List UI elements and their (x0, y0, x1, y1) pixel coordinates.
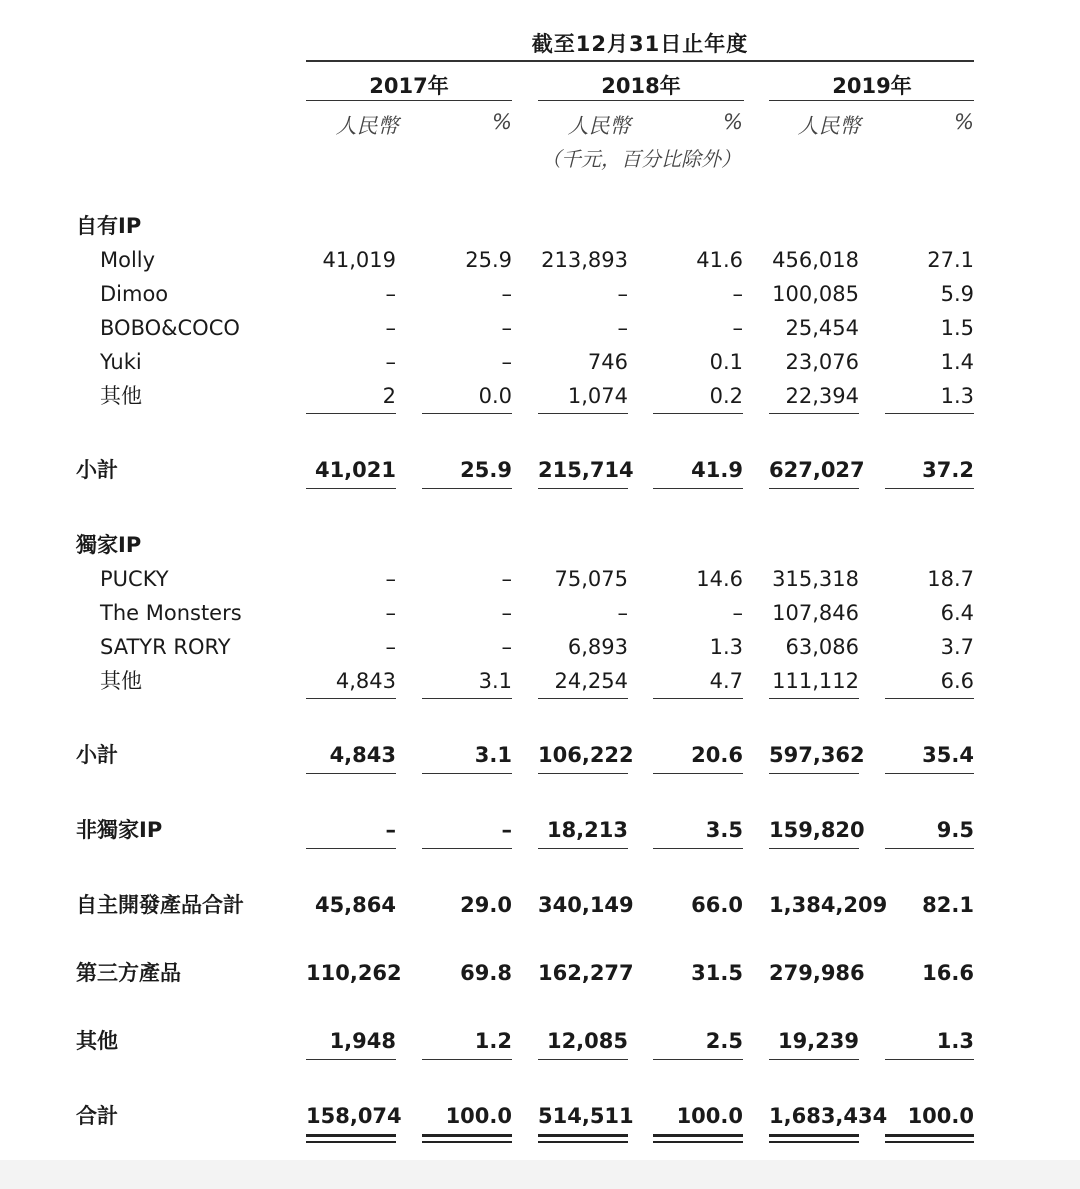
value-cell: 14.6 (696, 567, 743, 591)
year-rule (769, 100, 974, 101)
column-rule (769, 413, 859, 414)
value-cell: 2 (382, 384, 396, 408)
row-label: Molly (100, 248, 156, 272)
currency-label: 人民幣 (335, 114, 399, 138)
non-exclusive-ip-row (0, 815, 1080, 845)
table-row (0, 666, 1080, 696)
others-row (0, 1026, 1080, 1056)
value-cell: – (385, 567, 396, 591)
value-cell: 37.2 (922, 458, 974, 482)
column-rule (538, 488, 628, 489)
value-cell: 82.1 (922, 893, 974, 917)
value-cell: 100,085 (772, 282, 859, 306)
value-cell: 16.6 (922, 961, 974, 985)
value-cell: 514,511 (538, 1104, 634, 1128)
row-label: The Monsters (100, 601, 242, 625)
value-cell: 45,864 (314, 893, 396, 917)
value-cell: 24,254 (554, 669, 628, 693)
value-cell: 1,948 (329, 1029, 396, 1053)
column-rule (769, 848, 859, 849)
column-rule (422, 773, 512, 774)
column-rule (306, 773, 396, 774)
value-cell: 597,362 (769, 743, 865, 767)
column-rule (653, 698, 743, 699)
column-rule (885, 848, 974, 849)
percent-label: % (954, 110, 974, 134)
column-rule (885, 413, 974, 414)
value-cell: 107,846 (772, 601, 859, 625)
value-cell: 158,074 (306, 1104, 402, 1128)
column-rule (769, 698, 859, 699)
column-rule (653, 488, 743, 489)
value-cell: – (385, 350, 396, 374)
column-rule (306, 413, 396, 414)
subtotal-row (0, 455, 1080, 485)
value-cell: 20.6 (691, 743, 743, 767)
value-cell: – (501, 635, 512, 659)
table-row (0, 564, 1080, 594)
row-label: 其他 (100, 384, 142, 408)
value-cell: 162,277 (538, 961, 634, 985)
value-cell: – (617, 601, 628, 625)
value-cell: 0.1 (709, 350, 743, 374)
row-label: BOBO&COCO (100, 316, 240, 340)
column-rule (306, 1059, 396, 1060)
value-cell: 4.7 (709, 669, 743, 693)
column-rule (653, 773, 743, 774)
value-cell: – (732, 316, 743, 340)
row-label: PUCKY (100, 567, 169, 591)
value-cell: 41,021 (314, 458, 396, 482)
value-cell: 41,019 (322, 248, 396, 272)
value-cell: – (501, 282, 512, 306)
value-cell: 213,893 (541, 248, 628, 272)
double-rule (769, 1141, 859, 1143)
value-cell: 29.0 (460, 893, 512, 917)
value-cell: 159,820 (769, 818, 865, 842)
value-cell: 746 (587, 350, 628, 374)
column-rule (653, 1059, 743, 1060)
value-cell: 9.5 (936, 818, 974, 842)
row-label: Yuki (100, 350, 142, 374)
subtotal-row (0, 740, 1080, 770)
column-rule (422, 698, 512, 699)
value-cell: 100.0 (907, 1104, 974, 1128)
currency-label: 人民幣 (797, 114, 861, 138)
value-cell: 215,714 (538, 458, 634, 482)
year-2018-header: 2018年 (601, 74, 681, 98)
value-cell: 6,893 (567, 635, 628, 659)
section-header-own-ip (0, 211, 1080, 241)
value-cell: 4,843 (329, 743, 396, 767)
column-rule (769, 773, 859, 774)
row-label: 其他 (100, 669, 142, 693)
table-row (0, 632, 1080, 662)
value-cell: 41.6 (696, 248, 743, 272)
value-cell: – (617, 316, 628, 340)
value-cell: 1.3 (709, 635, 743, 659)
value-cell: 12,085 (546, 1029, 628, 1053)
row-label: SATYR RORY (100, 635, 231, 659)
value-cell: 18,213 (546, 818, 628, 842)
double-rule (653, 1141, 743, 1143)
double-rule (422, 1134, 512, 1137)
value-cell: 3.7 (940, 635, 974, 659)
column-rule (769, 488, 859, 489)
value-cell: – (501, 601, 512, 625)
table-row (0, 347, 1080, 377)
double-rule (885, 1141, 974, 1143)
table-row (0, 381, 1080, 411)
column-rule (538, 848, 628, 849)
value-cell: 41.9 (691, 458, 743, 482)
row-label: 非獨家IP (76, 818, 163, 842)
table-row (0, 598, 1080, 628)
double-rule (306, 1141, 396, 1143)
value-cell: 3.5 (705, 818, 743, 842)
row-label: 小計 (76, 743, 118, 767)
value-cell: 456,018 (772, 248, 859, 272)
third-party-row (0, 958, 1080, 988)
double-rule (538, 1134, 628, 1137)
value-cell: 27.1 (927, 248, 974, 272)
column-rule (885, 773, 974, 774)
value-cell: 1.2 (474, 1029, 512, 1053)
value-cell: 25.9 (465, 248, 512, 272)
value-cell: – (501, 350, 512, 374)
value-cell: 315,318 (772, 567, 859, 591)
value-cell: 6.6 (940, 669, 974, 693)
year-rule (538, 100, 744, 101)
value-cell: 1.4 (940, 350, 974, 374)
value-cell: 1,384,209 (769, 893, 888, 917)
value-cell: 31.5 (691, 961, 743, 985)
double-rule (306, 1134, 396, 1137)
column-rule (422, 488, 512, 489)
value-cell: 69.8 (460, 961, 512, 985)
value-cell: 18.7 (927, 567, 974, 591)
column-rule (769, 1059, 859, 1060)
value-cell: 1,683,434 (769, 1104, 888, 1128)
period-header: 截至12月31日止年度 (531, 32, 749, 56)
value-cell: 340,149 (538, 893, 634, 917)
value-cell: – (385, 316, 396, 340)
value-cell: 3.1 (478, 669, 512, 693)
value-cell: – (732, 601, 743, 625)
double-rule (653, 1134, 743, 1137)
column-rule (538, 698, 628, 699)
double-rule (538, 1141, 628, 1143)
value-cell: 111,112 (772, 669, 859, 693)
value-cell: – (501, 818, 512, 842)
value-cell: 75,075 (554, 567, 628, 591)
column-rule (422, 848, 512, 849)
value-cell: 0.2 (709, 384, 743, 408)
value-cell: – (732, 282, 743, 306)
section-title: 獨家IP (76, 533, 142, 557)
row-label: Dimoo (100, 282, 169, 306)
double-rule (422, 1141, 512, 1143)
value-cell: 110,262 (306, 961, 402, 985)
value-cell: 627,027 (769, 458, 865, 482)
percent-label: % (723, 110, 743, 134)
year-2019-header: 2019年 (832, 74, 912, 98)
section-title: 自有IP (76, 214, 142, 238)
column-rule (885, 698, 974, 699)
column-rule (538, 413, 628, 414)
year-rule (306, 100, 512, 101)
column-rule (422, 1059, 512, 1060)
value-cell: 22,394 (785, 384, 859, 408)
table-row (0, 313, 1080, 343)
value-cell: – (501, 567, 512, 591)
value-cell: 66.0 (691, 893, 743, 917)
value-cell: 23,076 (785, 350, 859, 374)
value-cell: 19,239 (777, 1029, 859, 1053)
value-cell: 2.5 (705, 1029, 743, 1053)
value-cell: 279,986 (769, 961, 865, 985)
currency-label: 人民幣 (567, 114, 631, 138)
percent-label: % (492, 110, 512, 134)
value-cell: 1,074 (567, 384, 628, 408)
section-header-exclusive-ip (0, 530, 1080, 560)
column-rule (653, 848, 743, 849)
double-rule (885, 1134, 974, 1137)
value-cell: 100.0 (676, 1104, 743, 1128)
value-cell: 1.3 (936, 1029, 974, 1053)
value-cell: 35.4 (922, 743, 974, 767)
double-rule (769, 1134, 859, 1137)
grand-total-row (0, 1101, 1080, 1131)
value-cell: – (385, 282, 396, 306)
table-row (0, 279, 1080, 309)
row-label: 第三方產品 (76, 961, 181, 985)
row-label: 小計 (76, 458, 118, 482)
value-cell: 1.3 (940, 384, 974, 408)
value-cell: 106,222 (538, 743, 634, 767)
row-label: 自主開發產品合計 (76, 893, 244, 917)
table-row (0, 245, 1080, 275)
header-rule (306, 60, 974, 62)
value-cell: – (385, 818, 396, 842)
self-developed-total-row (0, 890, 1080, 920)
column-rule (538, 1059, 628, 1060)
value-cell: – (617, 282, 628, 306)
value-cell: 63,086 (785, 635, 859, 659)
value-cell: 1.5 (940, 316, 974, 340)
value-cell: 25,454 (785, 316, 859, 340)
column-rule (885, 488, 974, 489)
bottom-margin (0, 1160, 1080, 1189)
value-cell: 3.1 (474, 743, 512, 767)
value-cell: 100.0 (445, 1104, 512, 1128)
column-rule (306, 488, 396, 489)
column-rule (306, 698, 396, 699)
column-rule (306, 848, 396, 849)
column-rule (653, 413, 743, 414)
column-rule (422, 413, 512, 414)
value-cell: 4,843 (335, 669, 396, 693)
row-label: 合計 (76, 1104, 118, 1128)
value-cell: 25.9 (460, 458, 512, 482)
value-cell: 6.4 (940, 601, 974, 625)
value-cell: 5.9 (940, 282, 974, 306)
value-cell: 0.0 (478, 384, 512, 408)
value-cell: – (385, 635, 396, 659)
column-rule (538, 773, 628, 774)
unit-note: （千元，百分比除外） (541, 147, 741, 171)
row-label: 其他 (76, 1029, 118, 1053)
column-rule (885, 1059, 974, 1060)
year-2017-header: 2017年 (369, 74, 449, 98)
value-cell: – (385, 601, 396, 625)
value-cell: – (501, 316, 512, 340)
